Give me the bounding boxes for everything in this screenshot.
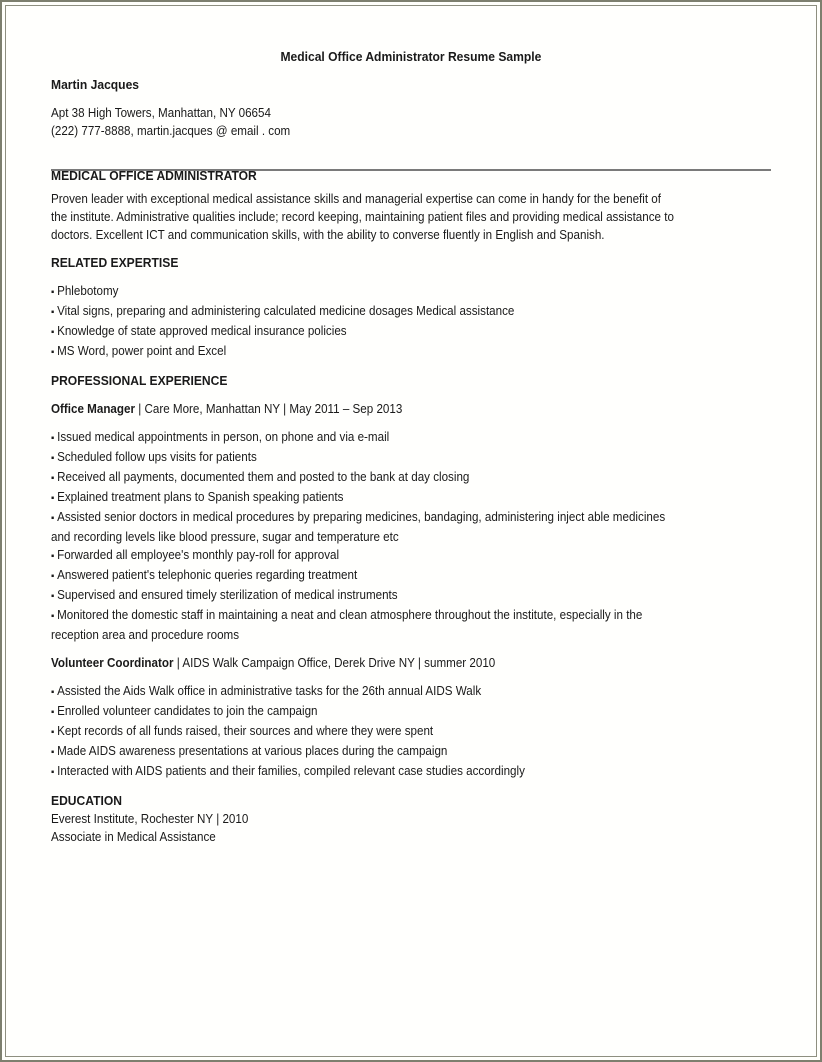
job-header <box>51 654 721 672</box>
expertise-heading: RELATED EXPERTISE <box>51 255 179 270</box>
job-details: | AIDS Walk Campaign Office, Derek Drive NY | summer 2010 <box>173 656 496 670</box>
summary-line: doctors. Excellent ICT and communication skills, with the ability to converse fluently in English and Spanish. <box>51 228 605 242</box>
education-degree: Associate in Medical Assistance <box>51 830 216 844</box>
list-item-continuation: and recording levels like blood pressure, sugar and temperature etc <box>51 530 399 544</box>
education-school: Everest Institute, Rochester NY | 2010 <box>51 812 249 826</box>
list-item: ▪ Supervised and ensured timely sterilization of medical instruments <box>51 586 721 606</box>
list-item: ▪ Knowledge of state approved medical insurance policies <box>51 322 721 342</box>
summary-line: Proven leader with exceptional medical assistance skills and managerial expertise can come in handy for the benefit of <box>51 192 662 206</box>
list-item: ▪ Assisted senior doctors in medical procedures by preparing medicines, bandaging, administering inject able medicines <box>51 508 721 528</box>
summary-line: the institute. Administrative qualities include; record keeping, maintaining patient files and providing medical assistance to <box>51 210 674 224</box>
list-item: ▪ Scheduled follow ups visits for patients <box>51 448 721 468</box>
list-item: ▪ Answered patient's telephonic queries regarding treatment <box>51 566 721 586</box>
list-item: ▪ Received all payments, documented them and posted to the bank at day closing <box>51 468 721 488</box>
list-item: ▪ Enrolled volunteer candidates to join the campaign <box>51 702 721 722</box>
summary-heading: MEDICAL OFFICE ADMINISTRATOR <box>51 168 257 183</box>
job-duties-list <box>51 428 721 644</box>
list-item-continuation: reception area and procedure rooms <box>51 628 240 642</box>
list-item: ▪ Interacted with AIDS patients and their families, compiled relevant case studies accordingly <box>51 762 721 782</box>
job-header <box>51 400 721 418</box>
education-heading: EDUCATION <box>51 793 122 808</box>
job-duties-list <box>51 682 721 782</box>
resume-document <box>51 48 721 846</box>
list-item: ▪ Explained treatment plans to Spanish speaking patients <box>51 488 721 508</box>
summary-paragraph <box>51 190 721 244</box>
list-item: ▪ Phlebotomy <box>51 282 721 302</box>
list-item: ▪ Forwarded all employee's monthly pay-roll for approval <box>51 546 721 566</box>
address: Apt 38 High Towers, Manhattan, NY 06654 <box>51 106 271 120</box>
list-item: ▪ MS Word, power point and Excel <box>51 342 721 362</box>
candidate-name: Martin Jacques <box>51 77 140 92</box>
list-item: ▪ Made AIDS awareness presentations at various places during the campaign <box>51 742 721 762</box>
phone-email: (222) 777-8888, martin.jacques @ email . com <box>51 124 291 138</box>
expertise-list <box>51 282 721 362</box>
experience-heading: PROFESSIONAL EXPERIENCE <box>51 373 228 388</box>
list-item: ▪ Kept records of all funds raised, their sources and where they were spent <box>51 722 721 742</box>
job-title: Volunteer Coordinator <box>51 656 174 670</box>
job-details: | Care More, Manhattan NY | May 2011 – Sep 2013 <box>134 402 403 416</box>
list-item: ▪ Vital signs, preparing and administering calculated medicine dosages Medical assistance <box>51 302 721 322</box>
document-title: Medical Office Administrator Resume Sample <box>280 49 542 64</box>
job-title: Office Manager <box>51 402 135 416</box>
contact-block <box>51 104 721 140</box>
list-item: ▪ Assisted the Aids Walk office in administrative tasks for the 26th annual AIDS Walk <box>51 682 721 702</box>
list-item: ▪ Issued medical appointments in person, on phone and via e-mail <box>51 428 721 448</box>
list-item: ▪ Monitored the domestic staff in maintaining a neat and clean atmosphere throughout the institute, especially in the <box>51 606 721 626</box>
